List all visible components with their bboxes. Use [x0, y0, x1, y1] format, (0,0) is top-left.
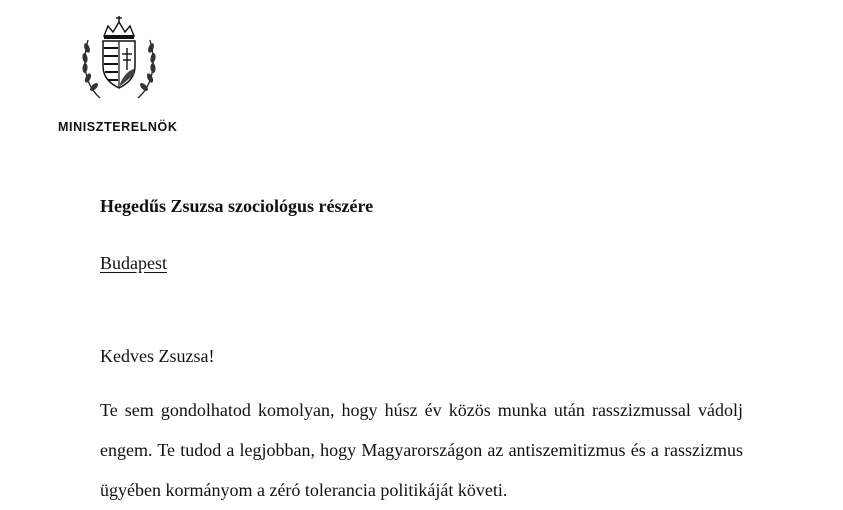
hungarian-coat-of-arms-icon — [78, 14, 160, 102]
recipient-city: Budapest — [100, 253, 167, 273]
salutation: Kedves Zsuzsa! — [100, 346, 215, 366]
recipient-line: Hegedűs Zsuzsa szociológus részére — [100, 196, 374, 216]
letter-paragraph: Te sem gondolhatod komolyan, hogy húsz év közös munka után rasszizmussal vádolj engem. Te tudod a legjobban, hogy Magyarországon az antiszemitizmus és a rasszizmus ügyében kormányom a zéró tolerancia politikáját követi. — [100, 400, 743, 500]
office-title: MINISZTERELNÖK — [58, 120, 178, 134]
